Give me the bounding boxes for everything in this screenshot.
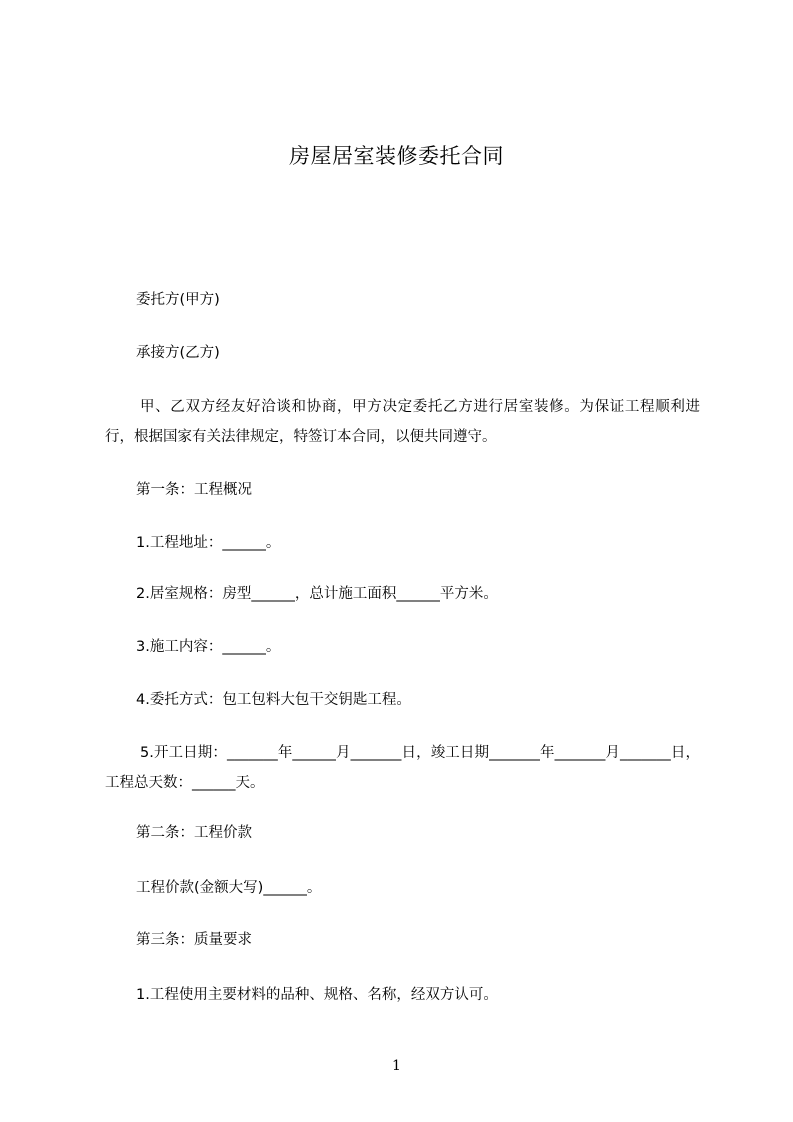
- intro-paragraph: 甲、乙双方经友好洽谈和协商，甲方决定委托乙方进行居室装修。为保证工程顺利进行，根据国家有关法律规定，特签订本合同，以便共同遵守。: [105, 399, 700, 445]
- client-party-line: 委托方(甲方): [136, 292, 220, 308]
- article1-heading: 第一条：工程概况: [136, 482, 252, 498]
- article2-heading: 第二条：工程价款: [136, 825, 252, 841]
- document-title: 房屋居室装修委托合同: [289, 144, 504, 168]
- article2-price: 工程价款(金额大写)______。: [136, 880, 322, 896]
- contractor-party-line: 承接方(乙方): [136, 345, 220, 361]
- article3-item-materials: 1.工程使用主要材料的品种、规格、名称，经双方认可。: [136, 987, 498, 1003]
- article1-item-specs: 2.居室规格：房型______，总计施工面积______平方米。: [136, 586, 498, 602]
- article3-heading: 第三条：质量要求: [136, 932, 252, 948]
- page-number: 1: [392, 1058, 401, 1074]
- article1-item-address: 1.工程地址：______。: [136, 535, 281, 551]
- article1-item-method: 4.委托方式：包工包料大包干交钥匙工程。: [136, 692, 411, 708]
- article1-item-content: 3.施工内容：______。: [136, 639, 281, 655]
- article1-item-dates: 5.开工日期：_______年______月_______日，竣工日期_______年_______月_______日，工程总天数：______天。: [105, 745, 700, 791]
